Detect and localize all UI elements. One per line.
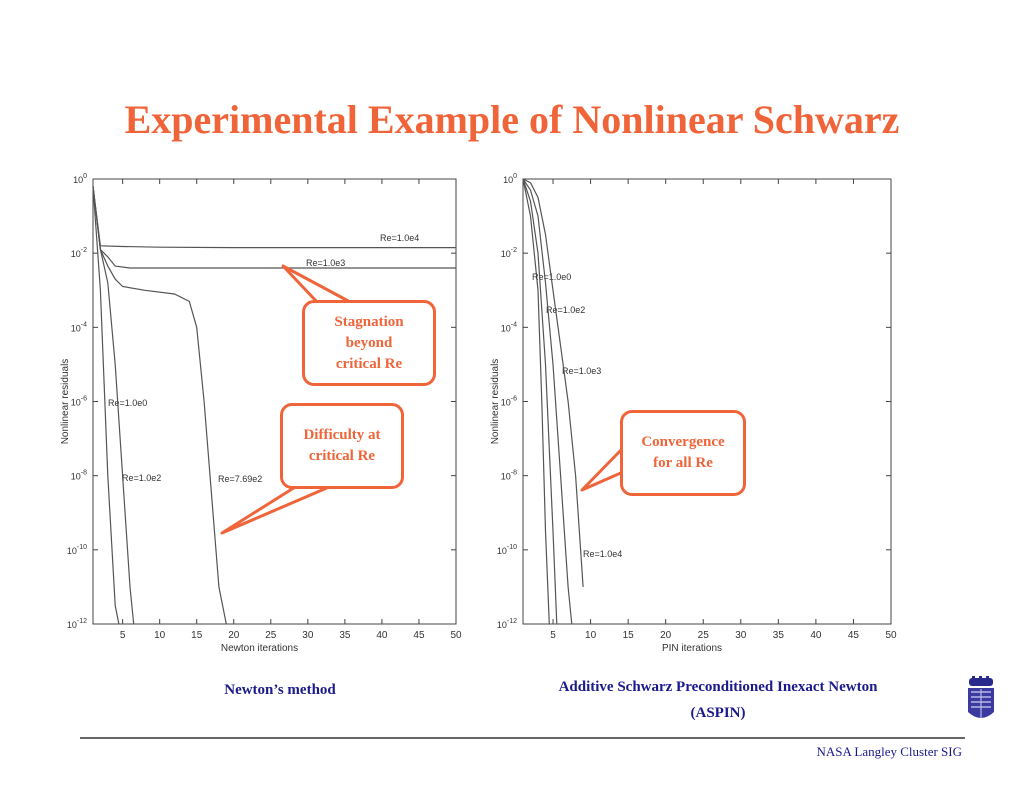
y-tick-label: $10^{-4}$ [70, 321, 87, 334]
callout-convergence-line: for all Re [653, 455, 713, 471]
series-line [523, 179, 557, 624]
x-tick-label: 40 [376, 630, 388, 641]
callout-difficulty-line: Difficulty at [303, 427, 381, 443]
callout-difficulty-line: critical Re [308, 448, 376, 464]
caption-aspin-line: Additive Schwarz Preconditioned Inexact Newton [558, 679, 878, 695]
x-tick-label: 50 [450, 630, 462, 641]
footer-text: NASA Langley Cluster SIG [816, 744, 962, 759]
caption-newton: Newton’s method [224, 682, 336, 698]
x-tick-label: 30 [735, 630, 747, 641]
plot-frame [523, 179, 891, 624]
y-tick-label: $10^{-8}$ [500, 469, 517, 482]
plot-frame [93, 179, 456, 624]
x-axis-label: Newton iterations [220, 643, 299, 654]
caption-aspin [480, 674, 956, 726]
y-tick-label: $10^{-6}$ [70, 395, 87, 408]
x-tick-label: 20 [228, 630, 240, 641]
callout-stagnation-line: Stagnation [334, 313, 404, 330]
callout-pointer-convergence [582, 448, 623, 490]
x-tick-label: 45 [847, 630, 860, 641]
callout-stagnation [302, 300, 436, 386]
x-tick-label: 25 [697, 630, 709, 641]
callout-stagnation-line: beyond [345, 334, 393, 351]
x-tick-label: 20 [660, 630, 672, 641]
series-label: Re=1.0e0 [532, 272, 572, 282]
series-label: Re=7.69e2 [218, 474, 263, 484]
callout-difficulty [280, 403, 404, 489]
series-label: Re=1.0e2 [122, 473, 162, 483]
series-label: Re=1.0e4 [583, 549, 623, 559]
x-tick-label: 50 [885, 630, 897, 641]
series-label: Re=1.0e3 [562, 366, 602, 376]
y-tick-label: $10^0$ [503, 173, 517, 185]
y-tick-label: $10^{-12}$ [66, 618, 87, 630]
footer-divider [80, 737, 965, 739]
x-tick-label: 40 [810, 630, 822, 641]
slide-title: Experimental Example of Nonlinear Schwarz [124, 97, 900, 142]
callout-pointer-difficulty [222, 484, 336, 533]
x-tick-label: 15 [191, 630, 203, 641]
series-label: Re=1.0e2 [546, 305, 586, 315]
x-tick-label: 10 [585, 630, 597, 641]
y-axis-label: Nonlinear residuals [60, 358, 71, 445]
caption-aspin-line: (ASPIN) [690, 705, 746, 721]
series-line [93, 186, 456, 268]
y-tick-label: $10^{-2}$ [500, 247, 517, 260]
x-tick-label: 5 [550, 630, 556, 641]
callout-pointer-stagnation [283, 266, 352, 303]
callout-convergence-line: Convergence [641, 434, 725, 450]
x-tick-label: 5 [119, 630, 126, 641]
x-axis-label: PIN iterations [661, 643, 723, 654]
x-tick-label: 45 [413, 630, 425, 641]
institution-logo-icon [966, 676, 996, 726]
y-tick-label: $10^{-10}$ [66, 543, 87, 556]
x-tick-label: 25 [265, 630, 277, 641]
x-tick-label: 15 [622, 630, 634, 641]
y-tick-label: $10^{-10}$ [496, 543, 517, 556]
series-label: Re=1.0e3 [306, 258, 346, 268]
x-tick-label: 35 [339, 630, 351, 641]
y-tick-label: $10^0$ [73, 173, 87, 185]
callout-convergence [620, 410, 746, 496]
x-tick-label: 35 [772, 630, 784, 641]
callout-stagnation-line: critical Re [335, 355, 403, 372]
y-tick-label: $10^{-2}$ [70, 247, 87, 260]
y-tick-label: $10^{-6}$ [500, 395, 517, 408]
x-tick-label: 30 [302, 630, 314, 641]
y-tick-label: $10^{-4}$ [500, 321, 517, 334]
y-tick-label: $10^{-12}$ [496, 618, 517, 630]
series-label: Re=1.0e0 [108, 398, 148, 408]
y-tick-label: $10^{-8}$ [70, 469, 87, 482]
y-axis-label: Nonlinear residuals [490, 358, 501, 445]
series-label: Re=1.0e4 [380, 233, 420, 243]
x-tick-label: 10 [154, 630, 166, 641]
